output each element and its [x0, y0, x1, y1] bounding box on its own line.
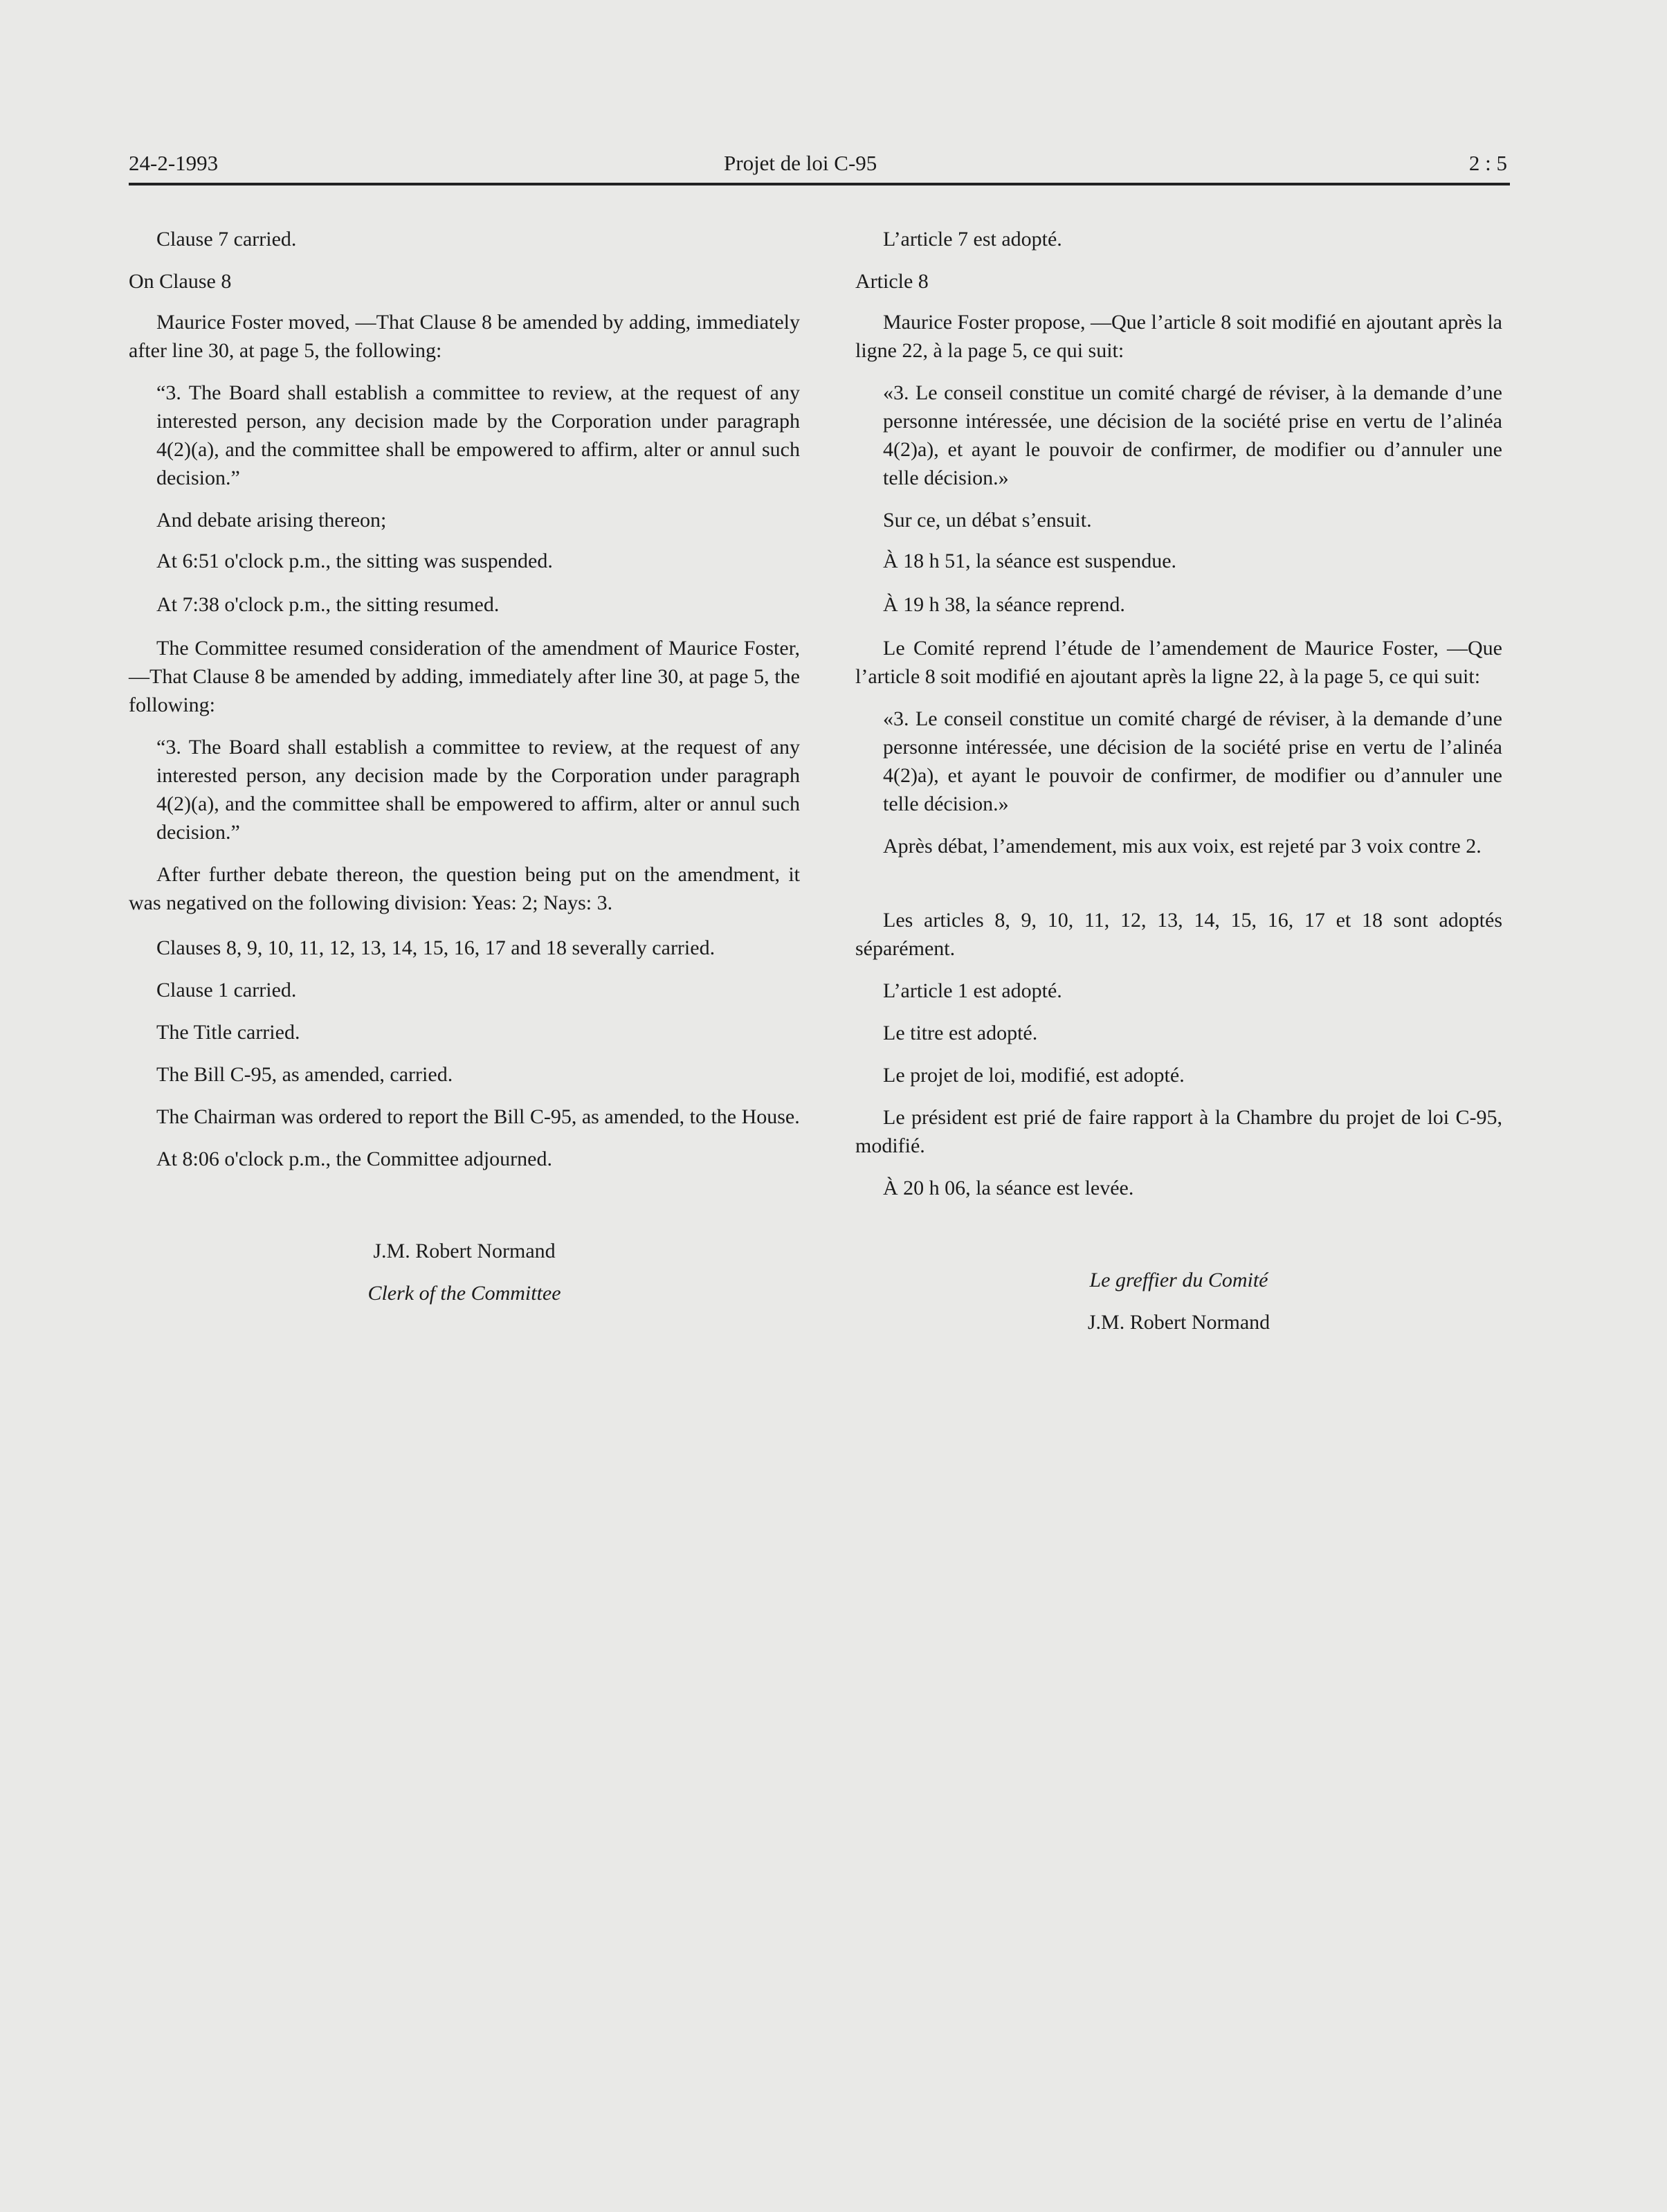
- paragraph: At 7:38 o'clock p.m., the sitting resumed.: [156, 593, 500, 616]
- paragraph: Le président est prié de faire rapport à la Chambre du projet de loi C-95, modifié.: [855, 1106, 1502, 1157]
- paragraph: The Bill C-95, as amended, carried.: [156, 1063, 453, 1086]
- paragraph: L’article 7 est adopté.: [883, 228, 1062, 251]
- paragraph: Le Comité reprend l’étude de l’amendement de Maurice Foster, —Que l’article 8 soit modifié en ajoutant après la ligne 22, à la page 5, ce qui suit:: [855, 637, 1502, 688]
- header-page-number: 2 : 5: [1468, 151, 1507, 175]
- paragraph: À 19 h 38, la séance reprend.: [883, 593, 1125, 616]
- paragraph: L’article 1 est adopté.: [883, 979, 1062, 1002]
- quoted-amendment: “3. The Board shall establish a committee to review, at the request of any interested person, any decision made by the Corporation under paragraph 4(2)(a), and the committee shall be empowered to affirm, alter or annul such decision.”: [156, 381, 800, 489]
- paragraph: Article 8: [855, 270, 929, 293]
- header-title: Projet de loi C-95: [724, 151, 877, 175]
- signature-title: Clerk of the Committee: [367, 1282, 561, 1305]
- paragraph: And debate arising thereon;: [156, 509, 387, 532]
- paragraph: Clause 7 carried.: [156, 228, 297, 251]
- french-column: [855, 225, 1502, 1336]
- paragraph: Le projet de loi, modifié, est adopté.: [883, 1064, 1185, 1087]
- paragraph: At 6:51 o'clock p.m., the sitting was suspended.: [156, 550, 553, 572]
- paragraph: Les articles 8, 9, 10, 11, 12, 13, 14, 15, 16, 17 et 18 sont adoptés séparément.: [855, 909, 1502, 960]
- paragraph: On Clause 8: [129, 270, 232, 293]
- signature-title: Le greffier du Comité: [1089, 1269, 1268, 1291]
- paragraph: À 18 h 51, la séance est suspendue.: [883, 550, 1177, 572]
- paragraph: Clause 1 carried.: [156, 979, 297, 1001]
- quoted-amendment: «3. Le conseil constitue un comité chargé de réviser, à la demande d’une personne intéressée, une décision de la société prise en vertu de l’alinéa 4(2)a), et ayant le pouvoir de confirmer, de modifier ou d’annuler une telle décision.»: [883, 381, 1502, 489]
- paragraph: The Committee resumed consideration of the amendment of Maurice Foster, —That Clause 8 be amended by adding, immediately after line 30, at page 5, the following:: [129, 637, 800, 716]
- paragraph: Le titre est adopté.: [883, 1022, 1038, 1044]
- paragraph: The Title carried.: [156, 1021, 300, 1044]
- paragraph: Clauses 8, 9, 10, 11, 12, 13, 14, 15, 16, 17 and 18 severally carried.: [156, 936, 716, 959]
- english-column: [129, 225, 800, 1307]
- paragraph: Maurice Foster propose, —Que l’article 8 soit modifié en ajoutant après la ligne 22, à la page 5, ce qui suit:: [855, 311, 1502, 362]
- header-date: 24-2-1993: [129, 151, 219, 175]
- paragraph: À 20 h 06, la séance est levée.: [883, 1177, 1134, 1199]
- quoted-amendment: «3. Le conseil constitue un comité chargé de réviser, à la demande d’une personne intéressée, une décision de la société prise en vertu de l’alinéa 4(2)a), et ayant le pouvoir de confirmer, de modifier ou d’annuler une telle décision.»: [883, 707, 1502, 815]
- page-header: [129, 148, 1510, 185]
- paragraph: Sur ce, un débat s’ensuit.: [883, 509, 1092, 532]
- quoted-amendment: “3. The Board shall establish a committee to review, at the request of any interested person, any decision made by the Corporation under paragraph 4(2)(a), and the committee shall be empowered to affirm, alter or annul such decision.”: [156, 736, 800, 844]
- paragraph: After further debate thereon, the question being put on the amendment, it was negatived on the following division: Yeas: 2; Nays: 3.: [129, 863, 800, 914]
- signature-name: J.M. Robert Normand: [1087, 1311, 1270, 1334]
- paragraph: Maurice Foster moved, —That Clause 8 be amended by adding, immediately after line 30, at page 5, the following:: [129, 311, 800, 362]
- paragraph: The Chairman was ordered to report the Bill C-95, as amended, to the House.: [156, 1105, 800, 1128]
- paragraph: At 8:06 o'clock p.m., the Committee adjourned.: [156, 1148, 552, 1170]
- paragraph: Après débat, l’amendement, mis aux voix, est rejeté par 3 voix contre 2.: [883, 835, 1482, 858]
- signature-name: J.M. Robert Normand: [373, 1240, 556, 1262]
